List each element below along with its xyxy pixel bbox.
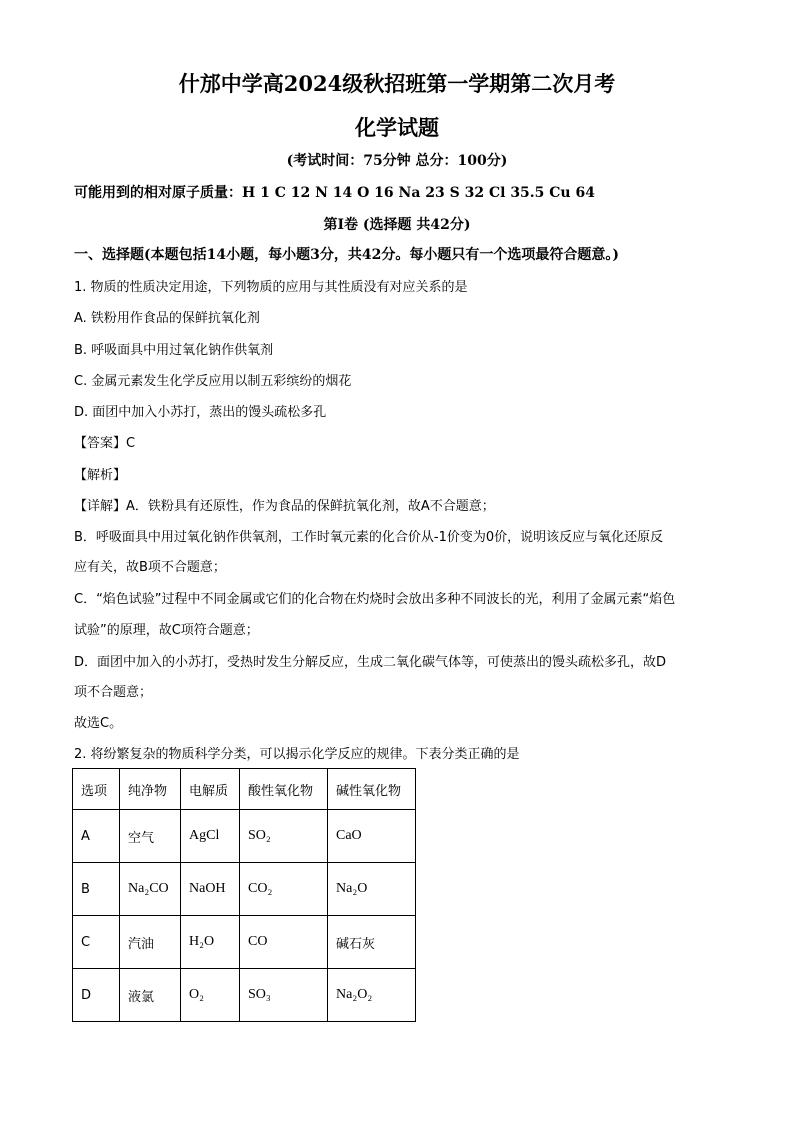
table-cell: SO₂ <box>240 810 328 863</box>
table-cell: A <box>73 810 120 863</box>
table-row <box>73 810 416 863</box>
table-cell: CO₂ <box>240 863 328 916</box>
q1-stem: 1. 物质的性质决定用途，下列物质的应用与其性质没有对应关系的是 <box>74 280 468 295</box>
table-row <box>73 863 416 916</box>
section-heading: 第Ⅰ卷 (选择题 共42分) <box>323 217 471 233</box>
table-cell: CaO <box>328 810 416 863</box>
q1-analysis-label: 【解析】 <box>74 468 127 483</box>
table-header-cell: 电解质 <box>181 769 240 810</box>
instructions: 一、选择题(本题包括14小题，每小题3分，共42分。每小题只有一个选项最符合题意。) <box>74 247 619 263</box>
table-cell: O₂ <box>181 969 240 1022</box>
exam-title: 什邡中学高2024级秋招班第一学期第二次月考 <box>178 71 616 96</box>
table-cell: Na₂O <box>328 863 416 916</box>
table-header-cell: 纯净物 <box>120 769 181 810</box>
exam-info: (考试时间：75分钟 总分：100分) <box>286 153 508 169</box>
table-header-cell: 选项 <box>73 769 120 810</box>
table-cell: D <box>73 969 120 1022</box>
table-cell: Na₂O₂ <box>328 969 416 1022</box>
q1-option-d: D. 面团中加入小苏打，蒸出的馒头疏松多孔 <box>74 405 327 420</box>
classification-table <box>72 768 416 1022</box>
table-header-row <box>73 769 416 810</box>
q2-stem: 2. 将纷繁复杂的物质科学分类，可以揭示化学反应的规律。下表分类正确的是 <box>74 747 520 762</box>
table-cell: Na₂CO <box>120 863 181 916</box>
table-row <box>73 916 416 969</box>
q1-detail-line: 【详解】A．铁粉具有还原性，作为食品的保鲜抗氧化剂，故A不合题意； <box>74 499 495 514</box>
q1-detail-line: 应有关，故B项不合题意； <box>74 560 226 575</box>
q1-option-a: A. 铁粉用作食品的保鲜抗氧化剂 <box>74 311 260 326</box>
table-cell: AgCl <box>181 810 240 863</box>
table-cell: 碱石灰 <box>328 916 416 969</box>
q1-detail-line: C．“焰色试验”过程中不同金属或它们的化合物在灼烧时会放出多种不同波长的光，利用了金属元素“焰色 <box>74 592 676 607</box>
table-header-cell: 碱性氧化物 <box>328 769 416 810</box>
q1-detail-line: 项不合题意； <box>74 685 153 700</box>
table-cell: 空气 <box>120 810 181 863</box>
q1-detail-line: D．面团中加入的小苏打，受热时发生分解反应，生成二氧化碳气体等，可使蒸出的馒头疏松多孔，故D <box>74 655 667 670</box>
subject-title: 化学试题 <box>355 115 439 140</box>
table-cell: SO₃ <box>240 969 328 1022</box>
table-cell: 液氯 <box>120 969 181 1022</box>
table-cell: B <box>73 863 120 916</box>
table-row <box>73 969 416 1022</box>
table-cell: 汽油 <box>120 916 181 969</box>
q1-answer: 【答案】C <box>74 436 136 451</box>
table-cell: NaOH <box>181 863 240 916</box>
table-cell: C <box>73 916 120 969</box>
atomic-masses: 可能用到的相对原子质量：H 1 C 12 N 14 O 16 Na 23 S 32 Cl 35.5 Cu 64 <box>74 185 595 201</box>
q1-option-b: B. 呼吸面具中用过氧化钠作供氧剂 <box>74 343 274 358</box>
q1-option-c: C. 金属元素发生化学反应用以制五彩缤纷的烟花 <box>74 374 352 389</box>
table-cell: H₂O <box>181 916 240 969</box>
q1-detail-line: 试验”的原理，故C项符合题意； <box>74 623 259 638</box>
table-cell: CO <box>240 916 328 969</box>
table-header-cell: 酸性氧化物 <box>240 769 328 810</box>
q1-detail-line: B．呼吸面具中用过氧化钠作供氧剂，工作时氧元素的化合价从-1价变为0价，说明该反应与氧化还原反 <box>74 530 664 545</box>
q1-detail-line: 故选C。 <box>74 716 123 731</box>
